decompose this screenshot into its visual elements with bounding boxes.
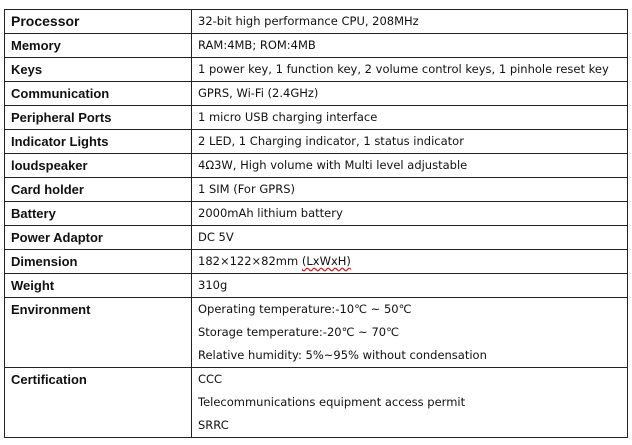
row-value-battery: 2000mAh lithium battery — [192, 202, 628, 226]
table-row — [5, 10, 628, 34]
table-row — [5, 154, 628, 178]
row-value-memory: RAM:4MB; ROM:4MB — [192, 34, 628, 58]
row-value-communication: GPRS, Wi-Fi (2.4GHz) — [192, 82, 628, 106]
certification-telecom-permit: Telecommunications equipment access permit — [198, 395, 466, 409]
row-value-power-adaptor: DC 5V — [192, 226, 628, 250]
row-label-certification: Certification — [5, 368, 192, 438]
table-row — [5, 34, 628, 58]
row-label-power-adaptor: Power Adaptor — [5, 226, 192, 250]
row-value-keys: 1 power key, 1 function key, 2 volume control keys, 1 pinhole reset key — [192, 58, 628, 82]
row-label-processor: Processor — [5, 10, 192, 34]
row-value-certification — [192, 368, 628, 438]
table-row — [5, 58, 628, 82]
row-value-card-holder: 1 SIM (For GPRS) — [192, 178, 628, 202]
table-row — [5, 368, 628, 438]
table-row — [5, 250, 628, 274]
environment-storage-temperature: Storage temperature:-20℃ ~ 70℃ — [198, 325, 400, 339]
row-value-weight: 310g — [192, 274, 628, 298]
row-label-environment: Environment — [5, 298, 192, 368]
spec-table — [4, 9, 628, 438]
dimension-format-text: (LxWxH) — [301, 254, 351, 268]
row-label-keys: Keys — [5, 58, 192, 82]
row-value-environment — [192, 298, 628, 368]
certification-srrc: SRRC — [198, 418, 229, 432]
dimension-size-text: 182×122×82mm — [198, 254, 302, 268]
table-row — [5, 298, 628, 368]
row-label-memory: Memory — [5, 34, 192, 58]
environment-operating-temperature: Operating temperature:-10℃ ~ 50℃ — [198, 302, 412, 316]
row-label-weight: Weight — [5, 274, 192, 298]
row-value-loudspeaker: 4Ω3W, High volume with Multi level adjustable — [192, 154, 628, 178]
row-label-communication: Communication — [5, 82, 192, 106]
row-value-peripheral-ports: 1 micro USB charging interface — [192, 106, 628, 130]
row-label-indicator-lights: Indicator Lights — [5, 130, 192, 154]
row-label-card-holder: Card holder — [5, 178, 192, 202]
row-value-indicator-lights: 2 LED, 1 Charging indicator, 1 status indicator — [192, 130, 628, 154]
table-row — [5, 178, 628, 202]
row-value-processor: 32-bit high performance CPU, 208MHz — [192, 10, 628, 34]
row-label-battery: Battery — [5, 202, 192, 226]
table-row — [5, 274, 628, 298]
row-label-loudspeaker: loudspeaker — [5, 154, 192, 178]
table-row — [5, 130, 628, 154]
row-label-dimension: Dimension — [5, 250, 192, 274]
row-value-dimension — [192, 250, 628, 274]
table-row — [5, 106, 628, 130]
table-row — [5, 82, 628, 106]
certification-ccc: CCC — [198, 372, 223, 386]
table-row — [5, 202, 628, 226]
row-label-peripheral-ports: Peripheral Ports — [5, 106, 192, 130]
table-row — [5, 226, 628, 250]
environment-relative-humidity: Relative humidity: 5%~95% without condensation — [198, 348, 487, 362]
